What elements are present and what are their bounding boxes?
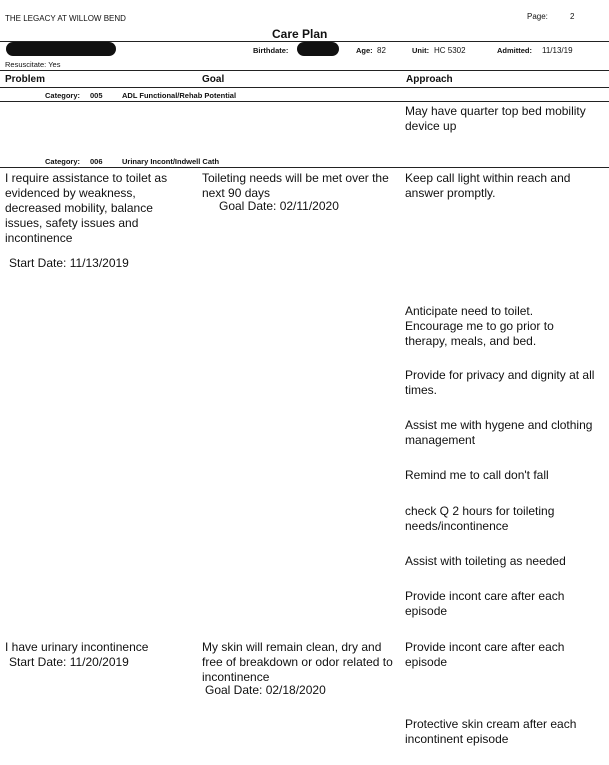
approach-item: Protective skin cream after each incontinent episode — [405, 717, 577, 746]
problem-text: I require assistance to toilet as evidenced by weakness, decreased mobility, balance issues, safety issues and incontinence — [5, 171, 168, 245]
birthdate-label: Birthdate: — [253, 46, 289, 55]
problem-start-date: Start Date: 11/13/2019 — [9, 256, 129, 270]
category-label: Category: — [45, 157, 81, 166]
redacted-name — [6, 42, 116, 56]
category-name: ADL Functional/Rehab Potential — [122, 91, 237, 100]
header-divider — [0, 70, 609, 71]
column-approach: Approach — [406, 74, 453, 85]
goal-text: My skin will remain clean, dry and free of breakdown or odor related to incontinence — [202, 640, 393, 684]
category-code: 006 — [90, 157, 103, 166]
approach-item: Remind me to call don't fall — [405, 468, 549, 482]
column-divider — [0, 87, 609, 88]
approach-item: Anticipate need to toilet. Encourage me to go prior to therapy, meals, and bed. — [405, 304, 554, 348]
goal-text: Toileting needs will be met over the next 90 days — [202, 171, 389, 200]
column-problem: Problem — [5, 74, 46, 85]
age-value: 82 — [377, 46, 386, 55]
approach-item: Provide for privacy and dignity at all times. — [405, 368, 595, 397]
column-goal: Goal — [202, 74, 225, 85]
approach-item: May have quarter top bed mobility device up — [405, 104, 586, 133]
page-number: 2 — [570, 12, 575, 21]
page-label: Page: — [527, 12, 548, 21]
category-divider — [0, 101, 609, 102]
problem-start-date: Start Date: 11/20/2019 — [9, 655, 129, 669]
category-label: Category: — [45, 91, 81, 100]
redacted-birthdate — [297, 42, 339, 56]
category-code: 005 — [90, 91, 103, 100]
resuscitate-status: Resuscitate: Yes — [5, 60, 61, 69]
admitted-label: Admitted: — [497, 46, 532, 55]
approach-item: Assist me with hygene and clothing management — [405, 418, 593, 447]
admitted-value: 11/13/19 — [542, 46, 573, 55]
approach-item: Provide incont care after each episode — [405, 589, 565, 618]
unit-label: Unit: — [412, 46, 430, 55]
approach-item: Keep call light within reach and answer promptly. — [405, 171, 571, 200]
approach-item: check Q 2 hours for toileting needs/incontinence — [405, 504, 555, 533]
goal-date: Goal Date: 02/18/2020 — [205, 683, 326, 697]
category-name: Urinary Incont/Indwell Cath — [122, 157, 220, 166]
approach-item: Provide incont care after each episode — [405, 640, 565, 669]
approach-item: Assist with toileting as needed — [405, 554, 566, 568]
unit-value: HC 5302 — [434, 46, 466, 55]
problem-text: I have urinary incontinence — [5, 640, 149, 654]
category-divider — [0, 167, 609, 168]
goal-date: Goal Date: 02/11/2020 — [219, 199, 339, 213]
facility-name: THE LEGACY AT WILLOW BEND — [5, 14, 126, 23]
page-title: Care Plan — [272, 27, 328, 41]
age-label: Age: — [356, 46, 373, 55]
